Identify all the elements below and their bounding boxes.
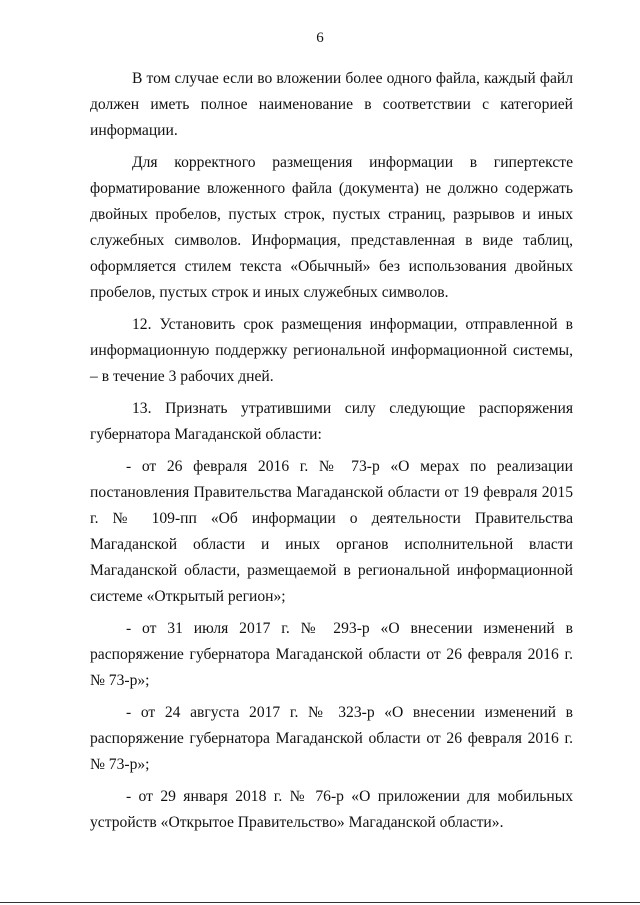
paragraph-item-13: 13. Признать утратившими силу следующие распоряжения губернатора Магаданской области: [90,400,573,443]
bottom-divider [0,902,640,903]
paragraph-item-12: 12. Установить срок размещения информации, отправленной в информационную поддержку региональной информационной системы, – в течение 3 рабочих дней. [90,316,573,385]
paragraph-formatting-rules: Для корректного размещения информации в гипертексте форматирование вложенного файла (документа) не должно содержать двойных пробелов, пустых строк, пустых страниц, разрывов и иных служебных символов. Информация, представленная в виде таблиц, оформляется стилем текста «Обычный» без использования двойных пробелов, пустых строк и иных служебных символов. [90,154,573,301]
list-item: - от 29 января 2018 г. № 76-р «О приложении для мобильных устройств «Открытое Правительство» Магаданской области». [90,788,573,831]
paragraph-attachment-naming: В том случае если во вложении более одного файла, каждый файл должен иметь полное наименование в соответствии с категорией информации. [90,70,573,139]
list-item: - от 31 июля 2017 г. № 293-р «О внесении изменений в распоряжение губернатора Магаданской области от 26 февраля 2016 г. № 73-р»; [90,620,573,689]
list-item: - от 24 августа 2017 г. № 323-р «О внесении изменений в распоряжение губернатора Магаданской области от 26 февраля 2016 г. № 73-р»; [90,704,573,773]
list-item: - от 26 февраля 2016 г. № 73-р «О мерах по реализации постановления Правительства Магаданской области от 19 февраля 2015 г. № 109-пп «Об информации о деятельности Правительства Магаданской области и иных органов исполнительной власти Магаданской области, размещаемой в региональной информационной системе «Открытый регион»; [90,458,573,605]
document-body [90,66,573,842]
page-number: 6 [316,30,324,46]
